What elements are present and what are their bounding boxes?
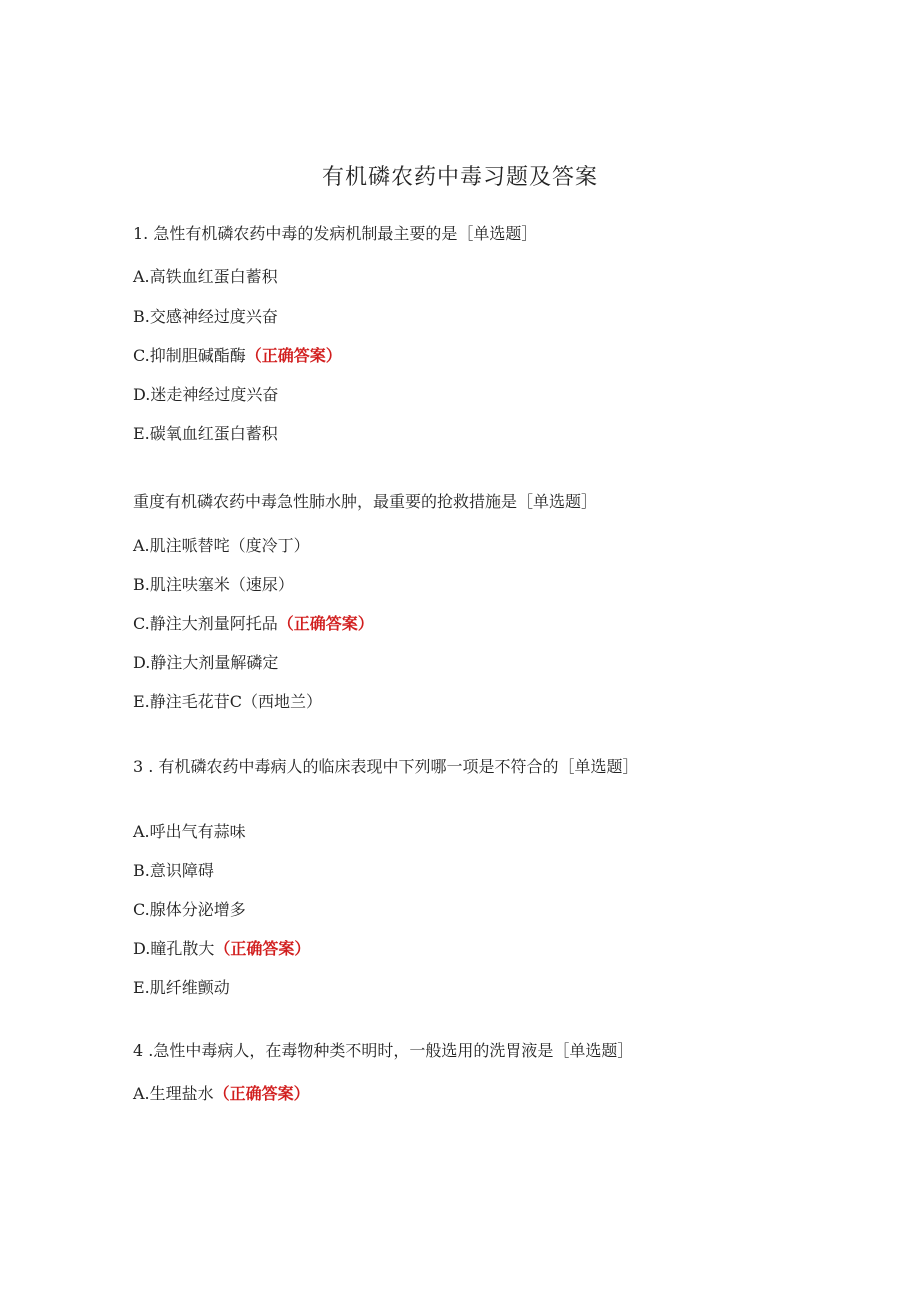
correct-answer-marker: （正确答案）: [214, 939, 311, 958]
option-label: B.肌注呋塞米（速尿）: [133, 575, 294, 594]
question-3-option-b: [133, 859, 214, 883]
question-3-option-a: [133, 820, 246, 844]
option-label: C.抑制胆碱酯酶: [133, 346, 246, 365]
page-title: 有机磷农药中毒习题及答案: [321, 165, 598, 190]
question-3-option-d: [133, 937, 310, 961]
question-1-option-d: [133, 383, 278, 407]
option-label: D.瞳孔散大: [133, 939, 215, 958]
option-label: C.静注大剂量阿托品: [133, 614, 278, 633]
question-1-option-a: [133, 265, 278, 289]
question-2-text: 重度有机磷农药中毒急性肺水肿，最重要的抢救措施是［单选题］: [133, 492, 598, 511]
question-1-text: 1. 急性有机磷农药中毒的发病机制最主要的是［单选题］: [133, 224, 538, 243]
question-2-option-a: [133, 534, 310, 558]
question-1-option-e: [133, 422, 278, 446]
question-4-text: 4 .急性中毒病人，在毒物种类不明时，一般选用的洗胃液是［单选题］: [133, 1041, 634, 1060]
option-label: B.意识障碍: [133, 861, 214, 880]
question-2-option-b: [133, 573, 294, 597]
question-2-option-d: [133, 651, 278, 675]
question-3-option-c: [133, 898, 246, 922]
option-label: E.静注毛花苷C（西地兰）: [133, 692, 323, 711]
option-label: A.高铁血红蛋白蓄积: [133, 267, 278, 286]
option-label: A.生理盐水: [133, 1084, 214, 1103]
correct-answer-marker: （正确答案）: [245, 346, 342, 365]
question-3-text: 3 . 有机磷农药中毒病人的临床表现中下列哪一项是不符合的［单选题］: [133, 757, 639, 776]
correct-answer-marker: （正确答案）: [277, 614, 374, 633]
option-label: C.腺体分泌增多: [133, 900, 246, 919]
question-4-option-a: [133, 1082, 310, 1106]
option-label: D.静注大剂量解磷定: [133, 653, 279, 672]
option-label: A.肌注哌替咤（度冷丁）: [133, 536, 310, 555]
question-1-option-b: [133, 305, 278, 329]
option-label: B.交感神经过度兴奋: [133, 307, 278, 326]
option-label: E.肌纤维颤动: [133, 978, 230, 997]
question-2-option-e: [133, 690, 322, 714]
option-label: D.迷走神经过度兴奋: [133, 385, 279, 404]
question-3-option-e: [133, 976, 230, 1000]
question-1-option-c: [133, 344, 342, 368]
option-label: E.碳氧血红蛋白蓄积: [133, 424, 278, 443]
question-2-option-c: [133, 612, 374, 636]
correct-answer-marker: （正确答案）: [213, 1084, 310, 1103]
option-label: A.呼出气有蒜味: [133, 822, 246, 841]
